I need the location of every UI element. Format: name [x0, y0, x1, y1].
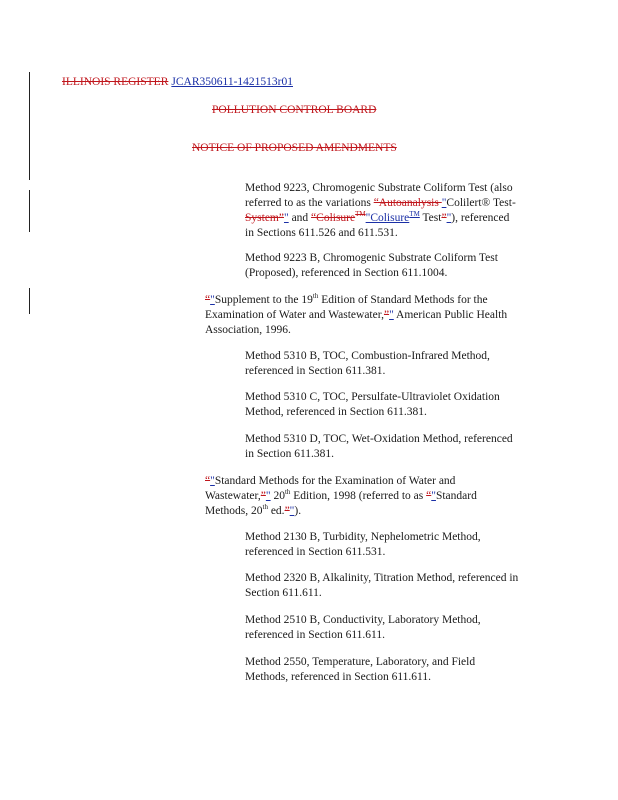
register-inserted: JCAR350611-1421513r01	[171, 76, 293, 88]
standard-methods-20th	[205, 474, 477, 519]
change-bar	[29, 288, 30, 314]
text-line: in Sections 611.526 and 611.531.	[245, 227, 398, 239]
text-line: Method 5310 B, TOC, Combustion-Infrared Method,	[245, 350, 490, 362]
text-line: referenced in Section 611.531.	[245, 546, 386, 558]
text-line: Methods, referenced in Section 611.611.	[245, 671, 431, 683]
text-line: “"Supplement to the 19th Edition of Standard Methods for the	[205, 292, 488, 306]
text-line: referenced in Section 611.611.	[245, 629, 385, 641]
text-line: Association, 1996.	[205, 324, 291, 336]
text-line: Method 2130 B, Turbidity, Nephelometric Method,	[245, 531, 481, 543]
text-line: referred to as the variations “Autoanalysis "Colilert® Test-	[245, 197, 516, 209]
method-2130b	[245, 530, 481, 560]
method-2510b	[245, 613, 481, 643]
method-9223	[245, 181, 516, 241]
text-line: Wastewater,”" 20th Edition, 1998 (referred to as “"Standard	[205, 488, 477, 502]
method-5310d	[245, 432, 513, 462]
text-line: Method 9223, Chromogenic Substrate Coliform Test (also	[245, 182, 513, 194]
register-header	[62, 76, 293, 88]
text-line: referenced in Section 611.381.	[245, 365, 386, 377]
text-line: in Section 611.381.	[245, 448, 335, 460]
text-line: “"Standard Methods for the Examination of Water and	[205, 475, 456, 487]
register-deleted: ILLINOIS REGISTER	[62, 76, 169, 88]
text-line: Section 611.611.	[245, 587, 322, 599]
text-line: Examination of Water and Wastewater,”" American Public Health	[205, 309, 508, 321]
method-5310b	[245, 349, 490, 379]
text-line: Method 9223 B, Chromogenic Substrate Coliform Test	[245, 252, 498, 264]
text-line: System”" and “Colisure™"Colisure™ Test”"), referenced	[245, 210, 510, 224]
text-line: Method 2510 B, Conductivity, Laboratory Method,	[245, 614, 481, 626]
change-bar	[29, 190, 30, 232]
board-title: POLLUTION CONTROL BOARD	[212, 104, 377, 116]
text-line: Method 2320 B, Alkalinity, Titration Method, referenced in	[245, 572, 519, 584]
method-2550	[245, 655, 475, 685]
notice-title: NOTICE OF PROPOSED AMENDMENTS	[192, 142, 397, 154]
text-line: Method, referenced in Section 611.381.	[245, 406, 427, 418]
method-2320b	[245, 571, 518, 601]
supplement-reference	[205, 293, 507, 338]
text-line: Method 2550, Temperature, Laboratory, and Field	[245, 656, 476, 668]
text-line: (Proposed), referenced in Section 611.1004.	[245, 267, 448, 279]
text-line: Method 5310 D, TOC, Wet-Oxidation Method, referenced	[245, 433, 513, 445]
text-line: Methods, 20th ed.”").	[205, 503, 302, 517]
method-9223b	[245, 251, 498, 281]
change-bar	[29, 72, 30, 180]
text-line: Method 5310 C, TOC, Persulfate-Ultraviolet Oxidation	[245, 391, 500, 403]
method-5310c	[245, 390, 500, 420]
